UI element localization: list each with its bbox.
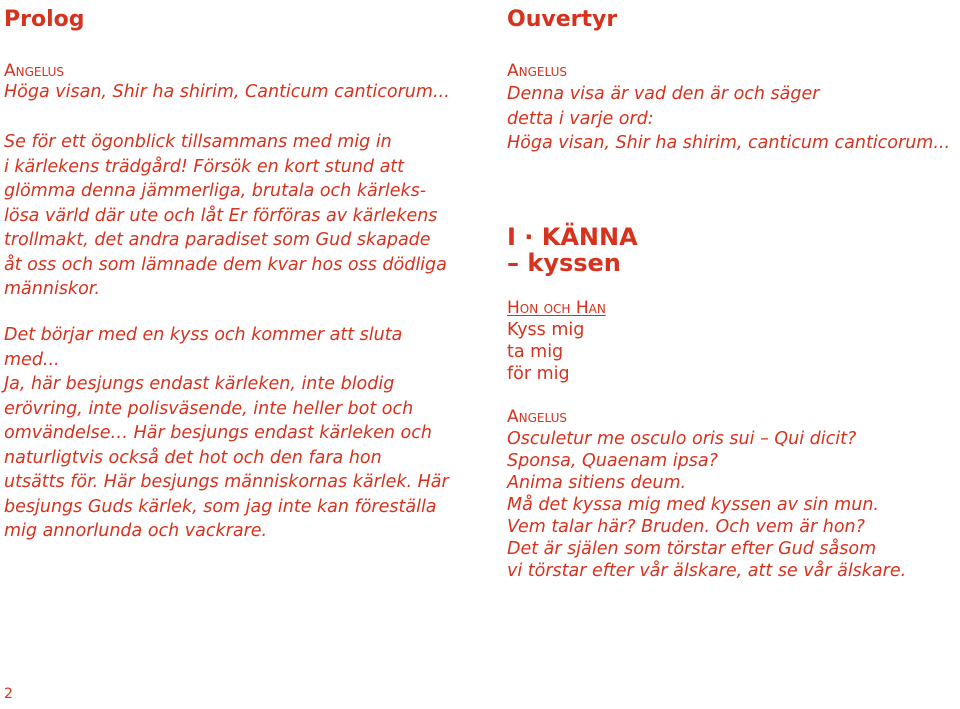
song-lines [507,318,584,384]
paragraph-line: naturligtvis också det hot och den fara hon [4,447,382,468]
dialogue-line: Må det kyssa mig med kyssen av sin mun. [507,495,879,515]
dialogue-line: Osculetur me osculo oris sui – Qui dicit? [507,429,857,449]
paragraph-line: åt oss och som lämnade dem kvar hos oss dödliga [4,254,447,275]
intro-line: detta i varje ord: [507,108,654,129]
song-line: ta mig [507,342,564,362]
prolog-paragraph [4,130,447,302]
speaker-label-hon-och-han: Hon och Han [507,298,606,318]
paragraph-line: i kärlekens trädgård! Försök en kort stund att [4,156,405,177]
speaker-label: Angelus [507,407,567,427]
paragraph-line: lösa värld där ute och låt Er förföras av kärlekens [4,205,438,226]
dialogue-line: Det är själen som törstar efter Gud såsom [507,539,877,559]
dialogue-line: Vem talar här? Bruden. Och vem är hon? [507,517,865,537]
dialogue-line: Sponsa, Quaenam ipsa? [507,451,718,471]
section-title-ouvertyr: Ouvertyr [507,7,618,32]
intro-paragraph [507,82,950,156]
paragraph-line: Se för ett ögonblick tillsammans med mig in [4,132,392,152]
song-line: för mig [507,364,570,384]
dialogue-paragraph [507,427,906,581]
quote-line: Höga visan, Shir ha shirim, Canticum canticorum... [4,82,450,102]
paragraph-line: omvändelse… Här besjungs endast kärleken och [4,423,432,443]
chapter-line: I · KÄNNA [507,223,638,251]
speaker-label: Angelus [4,61,64,81]
intro-line: Höga visan, Shir ha shirim, canticum canticorum... [507,133,951,153]
speaker-label: Angelus [507,61,567,81]
paragraph-line: glömma denna jämmerliga, brutala och kärleks- [4,181,427,201]
song-line: Kyss mig [507,320,585,340]
section-title-prolog: Prolog [4,7,85,32]
page-number: 2 [4,686,13,702]
paragraph-line: trollmakt, det andra paradiset som Gud skapade [4,230,431,250]
paragraph-line: med... [4,349,60,370]
paragraph-line: Det börjar med en kyss och kommer att sluta [4,325,403,345]
closing-paragraph [4,323,449,544]
paragraph-line: utsätts för. Här besjungs människornas kärlek. Här [4,472,449,492]
paragraph-line: människor. [4,279,100,299]
chapter-heading [507,224,638,276]
dialogue-line: vi törstar efter vår älskare, att se vår älskare. [507,561,907,581]
paragraph-line: mig annorlunda och vackrare. [4,521,268,541]
paragraph-line: erövring, inte polisväsende, inte heller bot och [4,398,414,419]
paragraph-line: Ja, här besjungs endast kärleken, inte blodig [4,374,395,394]
chapter-line: – kyssen [507,249,621,277]
paragraph-line: besjungs Guds kärlek, som jag inte kan föreställa [4,496,437,517]
intro-line: Denna visa är vad den är och säger [507,84,820,104]
dialogue-line: Anima sitiens deum. [507,473,687,493]
